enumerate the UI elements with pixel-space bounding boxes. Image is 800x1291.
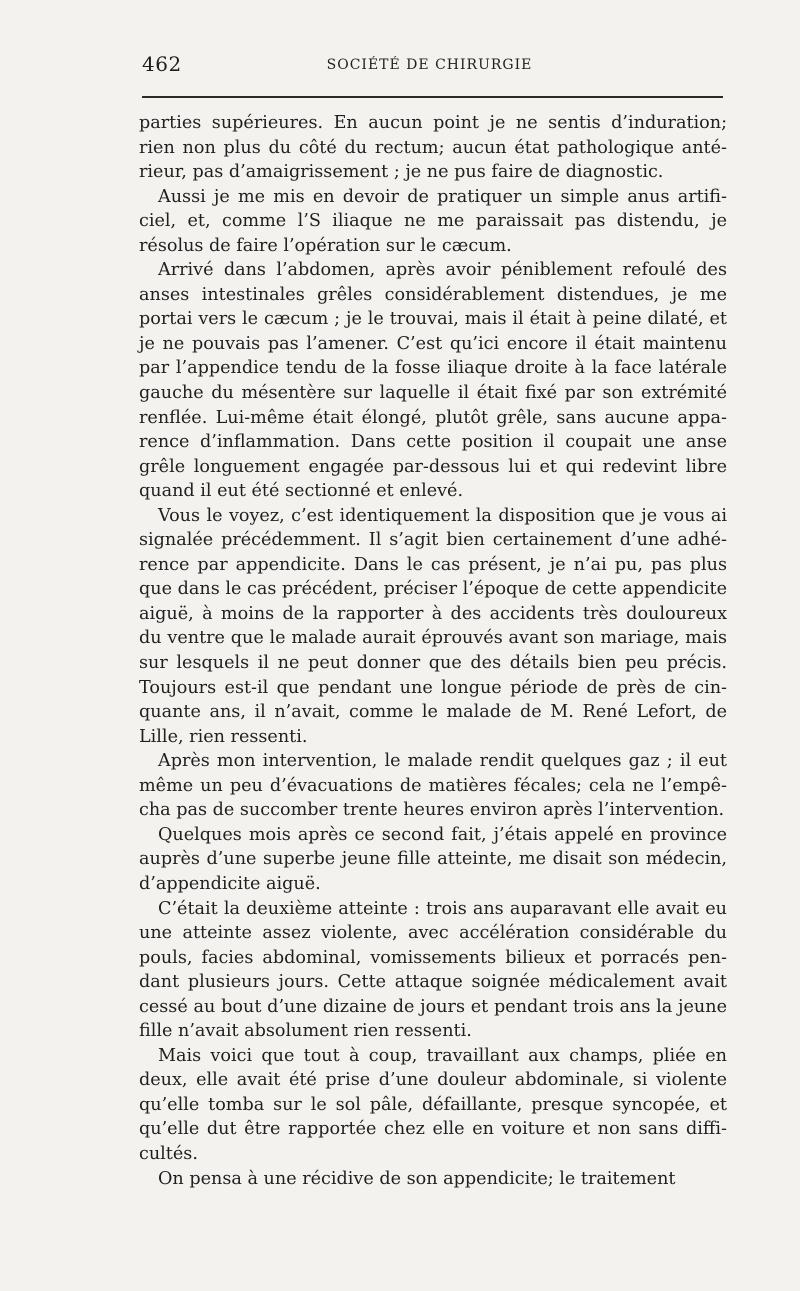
header-rule (142, 96, 723, 98)
paragraph-3: Arrivé dans l’abdomen, après avoir péniblement refoulé des anses intestinales grêles considérablement distendues, je me portai vers le cæcum ; je le trouvai, mais il était à peine dilaté, et je ne pouvais pas l’amener. C’est qu’ici encore il était maintenu par l’appendice tendu de la fosse iliaque droite à la face latérale gauche du mésentère sur laquelle il était fixé par son extrémité renflée. Lui-même était élongé, plutôt grêle, sans aucune apparence d’inflammation. Dans cette position il coupait une anse grêle longuement engagée par-dessous lui et qui redevint libre quand il eut été sectionné et enlevé. (139, 260, 727, 502)
paragraph-6: Quelques mois après ce second fait, j’étais appelé en province auprès d’une superbe jeune fille atteinte, me disait son médecin, d’appendicite aiguë. (139, 824, 727, 894)
paragraph-8: Mais voici que tout à coup, travaillant aux champs, pliée en deux, elle avait été prise d’une douleur abdominale, si violente qu’elle tomba sur le sol pâle, défaillante, presque syncopée, et qu’elle dut être rapportée chez elle en voiture et non sans difficultés. (139, 1045, 727, 1164)
paragraph-5: Après mon intervention, le malade rendit quelques gaz ; il eut même un peu d’évacuations de matières fécales; cela ne l’empêcha pas de succomber trente heures environ après l’intervention. (139, 751, 727, 821)
page-number: 462 (142, 52, 182, 76)
running-title: SOCIÉTÉ DE CHIRURGIE (326, 57, 533, 73)
page-header (142, 52, 722, 90)
paragraph-2: Aussi je me mis en devoir de pratiquer un simple anus artificiel, et, comme l’S iliaque ne me paraissait pas distendu, je résolus de faire l’opération sur le cæcum. (139, 186, 727, 256)
paragraph-9: On pensa à une récidive de son appendicite; le traitement (158, 1168, 676, 1189)
paragraph-1: parties supérieures. En aucun point je ne sentis d’induration; rien non plus du côté du rectum; aucun état pathologique antérieur, pas d’amaigrissement ; je ne pus faire de diagnostic. (139, 113, 727, 183)
paragraph-7: C’était la deuxième atteinte : trois ans auparavant elle avait eu une atteinte assez violente, avec accélération considérable du pouls, facies abdominal, vomissements bilieux et porracés pendant plusieurs jours. Cette attaque soignée médicalement avait cessé au bout d’une dizaine de jours et pendant trois ans la jeune fille n’avait absolument rien ressenti. (139, 898, 727, 1042)
paragraph-4: Vous le voyez, c’est identiquement la disposition que je vous ai signalée précédemment. Il s’agit bien certainement d’une adhérence par appendicite. Dans le cas présent, je n’ai pu, pas plus que dans le cas précédent, préciser l’époque de cette appendicite aiguë, à moins de la rapporter à des accidents très douloureux du ventre que le malade aurait éprouvés avant son mariage, mais sur lesquels il ne peut donner que des détails bien peu précis. Toujours est-il que pendant une longue période de près de cinquante ans, il n’avait, comme le malade de M. René Lefort, de Lille, rien ressenti. (139, 505, 727, 747)
body-text (139, 111, 727, 1191)
